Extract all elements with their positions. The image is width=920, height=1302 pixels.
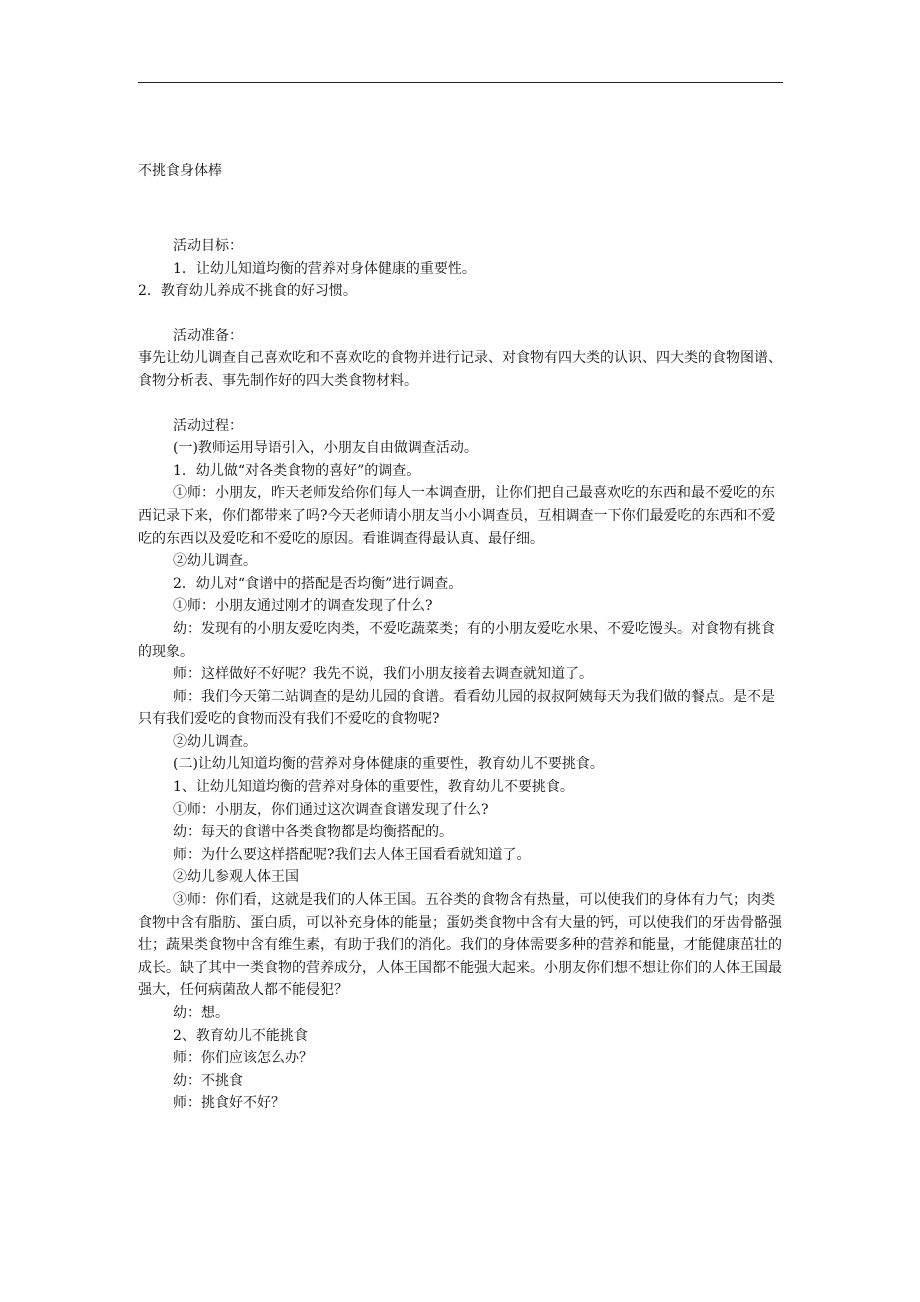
process-paragraph: 1、让幼儿知道均衡的营养对身体的重要性，教育幼儿不要挑食。 bbox=[173, 779, 574, 796]
section-gap bbox=[138, 303, 788, 325]
document-title: 不挑食身体棒 bbox=[138, 163, 222, 179]
process-paragraph: 2．幼儿对“食谱中的搭配是否均衡”进行调查。 bbox=[173, 575, 463, 592]
process-paragraph: (二)让幼儿知道均衡的营养对身体健康的重要性，教育幼儿不要挑食。 bbox=[173, 756, 604, 773]
process-paragraph: 幼：想。 bbox=[173, 1005, 229, 1021]
process-paragraph: ②幼儿调查。 bbox=[173, 553, 257, 570]
process-paragraph: ②幼儿调查。 bbox=[173, 733, 257, 750]
process-paragraph: ①师：小朋友，你们通过这次调查食谱发现了什么? bbox=[173, 801, 489, 818]
process-paragraph: 师：为什么要这样搭配呢?我们去人体王国看看就知道了。 bbox=[173, 846, 531, 863]
preparation-heading: 活动准备： bbox=[173, 327, 243, 344]
process-heading: 活动过程： bbox=[173, 417, 243, 434]
process-paragraph: 师：这样做好不好呢？我先不说，我们小朋友接着去调查就知道了。 bbox=[173, 666, 593, 683]
process-paragraph: 师：你们应该怎么办？ bbox=[173, 1050, 313, 1067]
header-rule bbox=[138, 82, 783, 83]
objective-item-1: 1．让幼儿知道均衡的营养对身体健康的重要性。 bbox=[173, 260, 476, 277]
objectives-heading: 活动目标： bbox=[173, 238, 243, 254]
process-paragraph: 幼：发现有的小朋友爱吃肉类，不爱吃蔬菜类；有的小朋友爱吃水果、不爱吃馒头。对食物有挑食的现象。 bbox=[138, 620, 775, 660]
process-paragraph: (一)教师运用导语引入，小朋友自由做调查活动。 bbox=[173, 440, 478, 457]
process-paragraph: ②幼儿参观人体王国 bbox=[173, 869, 299, 886]
process-paragraph: ①师：小朋友通过刚才的调查发现了什么? bbox=[173, 598, 433, 615]
process-paragraph: 师：挑食好不好？ bbox=[173, 1095, 285, 1112]
process-paragraph: ③师：你们看，这就是我们的人体王国。五谷类的食物含有热量，可以使我们的身体有力气；肉类食物中含有脂肪、蛋白质，可以补充身体的能量；蛋奶类食物中含有大量的钙，可以使我们的牙齿骨骼强壮；蔬果类食物中含有维生素，有助于我们的消化。我们的身体需要多种的营养和能量，才能健康茁壮的成长。缺了其中一类食物的营养成分，人体王国都不能强大起来。小朋友你们想不想让你们的人体王国最强大，任何病菌敌人都不能侵犯？ bbox=[138, 892, 782, 999]
preparation-text: 事先让幼儿调查自己喜欢吃和不喜欢吃的食物并进行记录、对食物有四大类的认识、四大类的食物图谱、食物分析表、事先制作好的四大类食物材料。 bbox=[138, 350, 782, 389]
objective-item-2: 2．教育幼儿养成不挑食的好习惯。 bbox=[138, 283, 357, 300]
document-body bbox=[138, 235, 788, 1115]
process-paragraph: 2、教育幼儿不能挑食 bbox=[173, 1027, 308, 1044]
process-paragraph: 师：我们今天第二站调查的是幼儿园的食谱。看看幼儿园的叔叔阿姨每天为我们做的餐点。是不是只有我们爱吃的食物而没有我们不爱吃的食物呢? bbox=[138, 688, 775, 728]
section-gap bbox=[138, 393, 788, 415]
process-paragraph: 幼：每天的食谱中各类食物都是均衡搭配的。 bbox=[173, 824, 453, 841]
process-paragraph: ①师：小朋友，昨天老师发给你们每人一本调查册，让你们把自己最喜欢吃的东西和最不爱吃的东西记录下来，你们都带来了吗?今天老师请小朋友当小小调查员，互相调查一下你们最爱吃的东西和不爱吃的东西以及爱吃和不爱吃的原因。看谁调查得最认真、最仔细。 bbox=[138, 485, 776, 547]
process-paragraph: 1．幼儿做“对各类食物的喜好”的调查。 bbox=[173, 462, 421, 479]
process-paragraph: 幼：不挑食 bbox=[173, 1072, 243, 1089]
